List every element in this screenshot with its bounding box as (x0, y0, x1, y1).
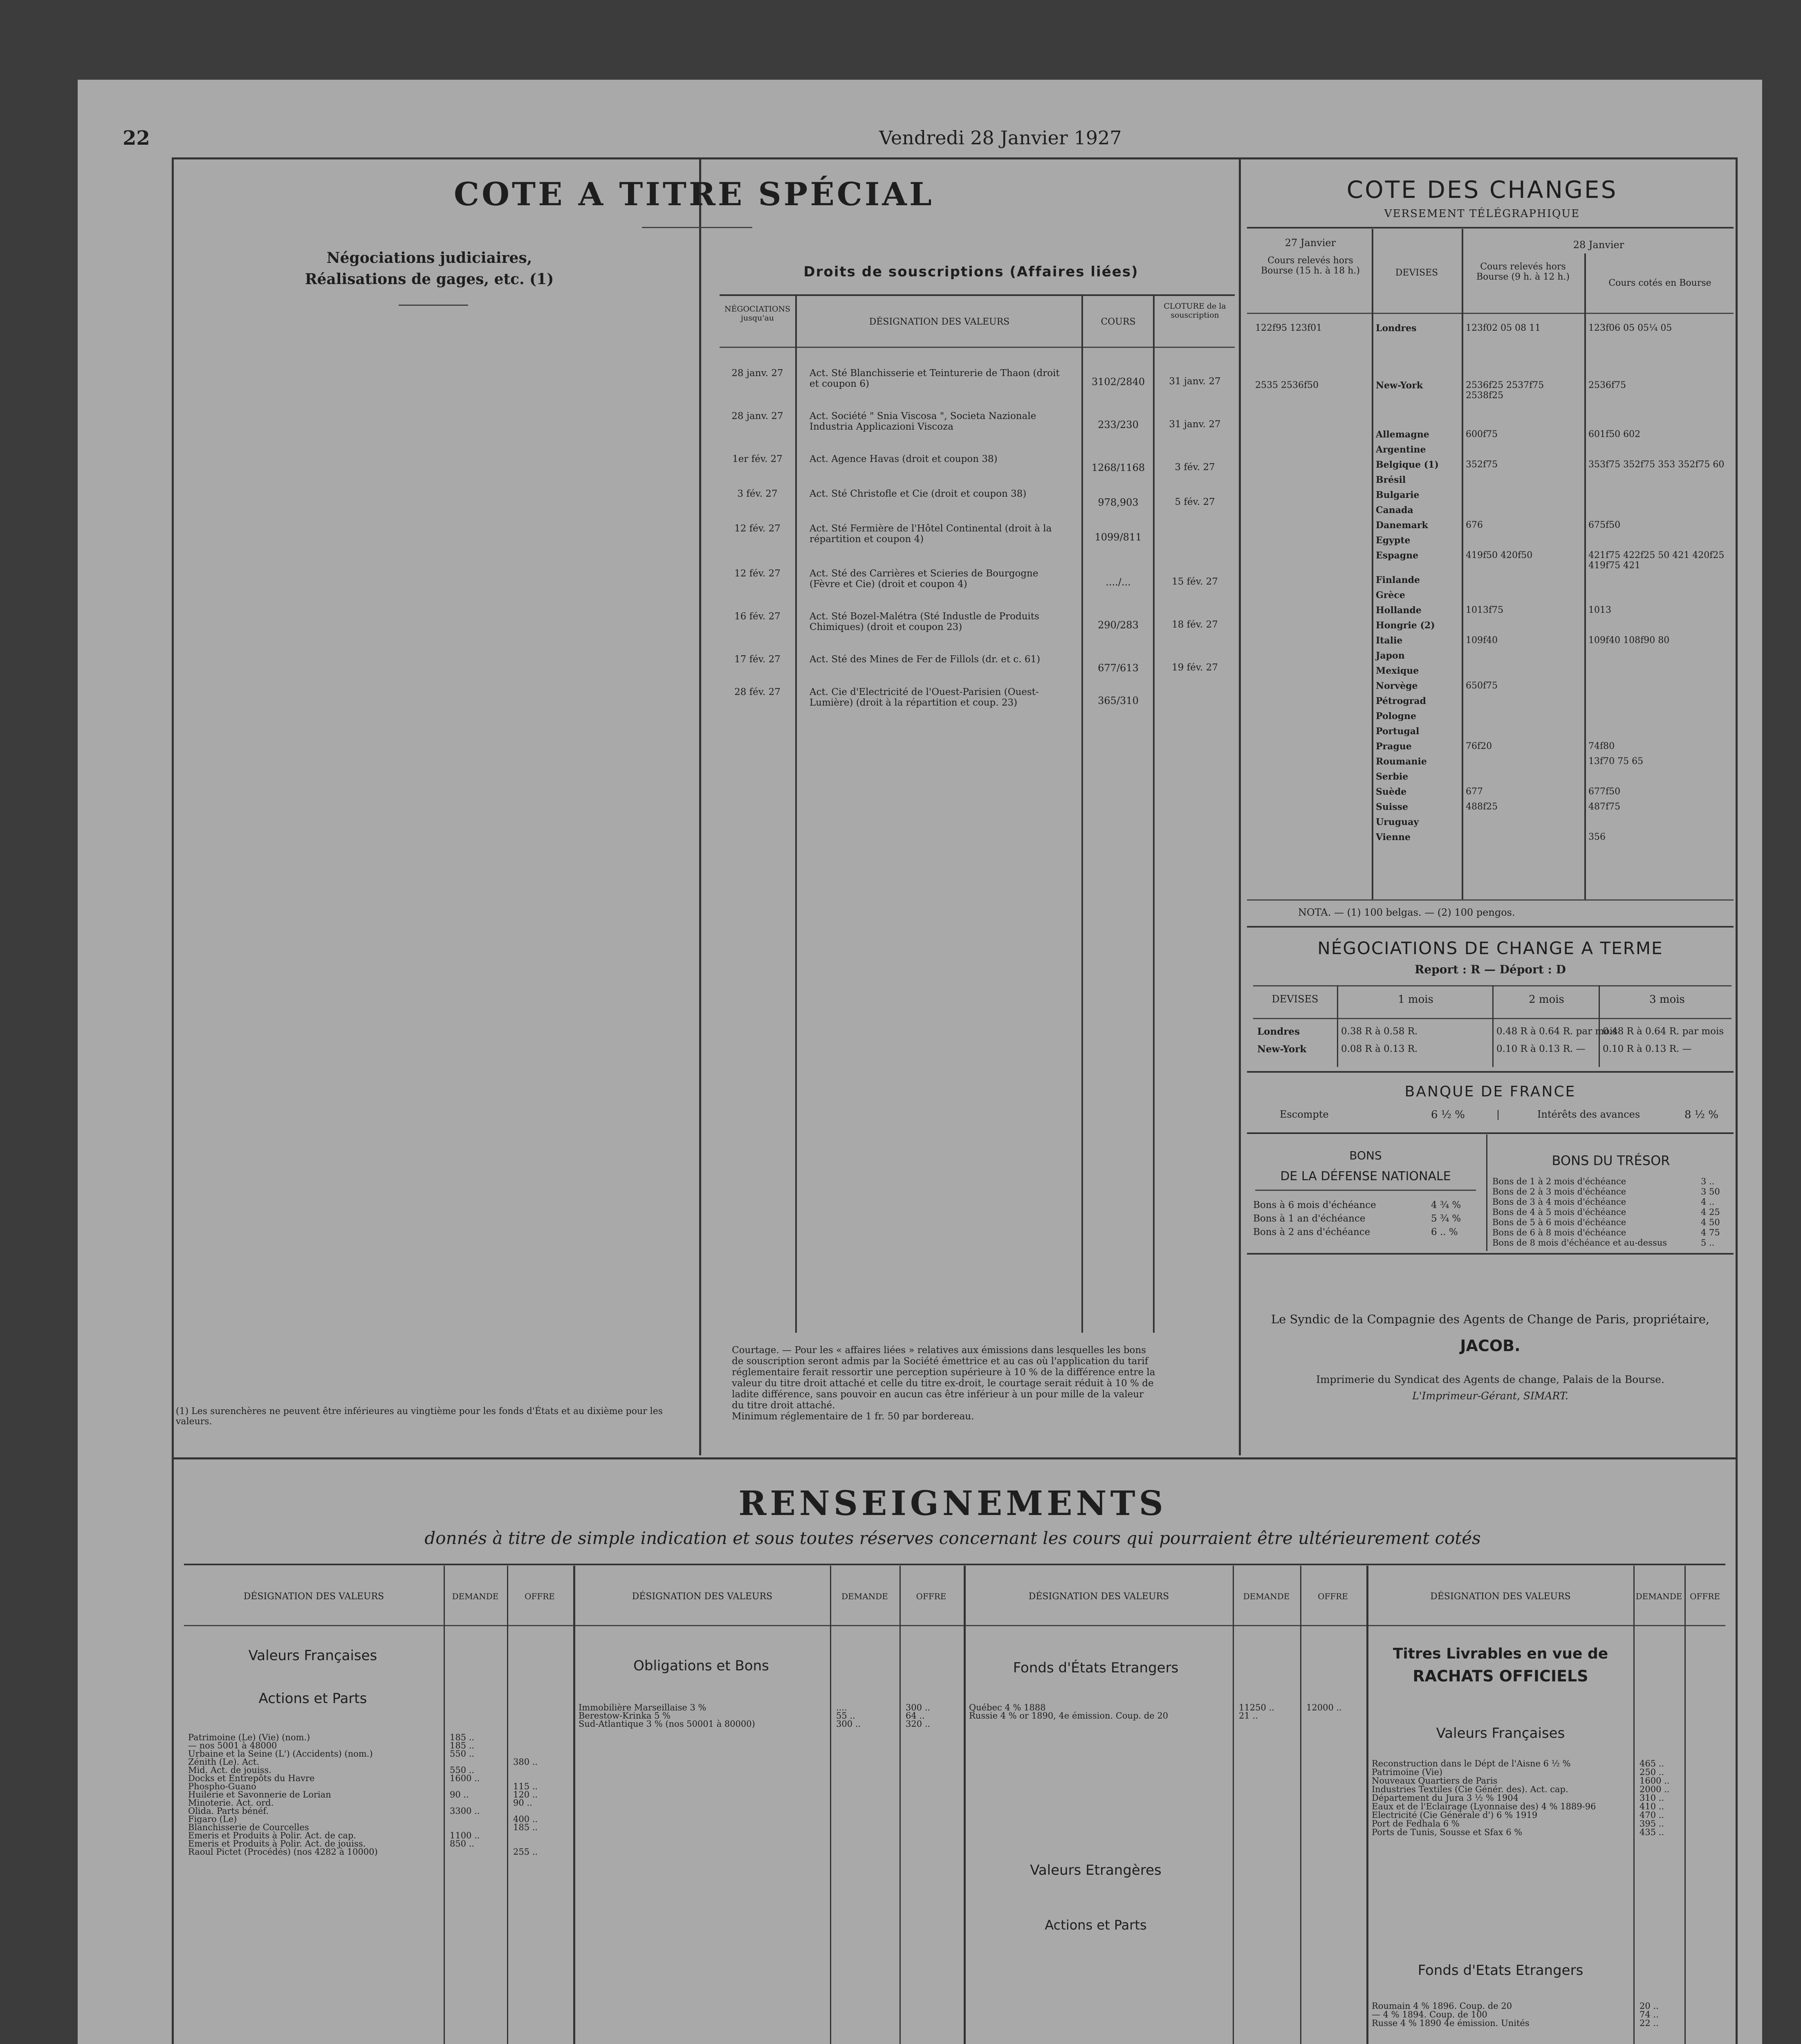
defense-row-value: 6 .. % (1431, 1227, 1458, 1237)
changes-row-bourse: 421f75 422f25 50 421 420f25 419f75 421 (1588, 550, 1725, 571)
gerant-line: L'Imprimeur-Gérant, SIMART. (1412, 1390, 1568, 1402)
changes-subtitle: VERSEMENT TÉLÉGRAPHIQUE (1384, 208, 1580, 220)
changes-row-28: 109f40 (1466, 635, 1498, 645)
changes-col-28: Cours relevés hors Bourse (9 h. à 12 h.) (1476, 262, 1570, 282)
rens-row-name: Russie 4 % or 1890, 4e émission. Coup. de 20 (969, 1711, 1169, 1721)
rens-col3-heading: Fonds d'États Etrangers (1013, 1660, 1179, 1676)
rens-row-offre: 300 .. (906, 1703, 931, 1712)
rens-col-offre: OFFRE (916, 1591, 946, 1601)
droits-row-cloture: 3 fév. 27 (1175, 462, 1215, 473)
rens-row-offre: 90 .. (513, 1798, 532, 1808)
rens-col-demande: DEMANDE (452, 1591, 499, 1601)
defense-row-label: Bons à 2 ans d'échéance (1253, 1227, 1370, 1237)
changes-row-devise: Brésil (1376, 475, 1406, 485)
changes-col-27: Cours relevés hors Bourse (15 h. à 18 h.) (1261, 256, 1360, 276)
changes-row-devise: Argentine (1376, 444, 1426, 455)
rens-row-offre: 255 .. (513, 1847, 538, 1857)
page-date: Vendredi 28 Janvier 1927 (879, 127, 1122, 149)
rens-row-demande: 310 .. (1640, 1793, 1664, 1803)
changes-row-bourse: 2536f75 (1588, 380, 1626, 390)
changes-title: COTE DES CHANGES (1346, 176, 1618, 204)
divider-horizontal (172, 1457, 1736, 1459)
droits-row-cours: 290/283 (1098, 619, 1139, 631)
rens-row-name: Immobilière Marseillaise 3 % (579, 1703, 706, 1712)
tresor-row-label: Bons de 1 à 2 mois d'échéance (1492, 1177, 1626, 1186)
rens-row-offre: 12000 .. (1306, 1703, 1342, 1712)
terme-row-devise: Londres (1257, 1026, 1300, 1037)
changes-col-line-1 (1372, 229, 1373, 899)
droits-row-date: 12 fév. 27 (734, 523, 781, 534)
rens-col-line (1633, 1566, 1635, 2044)
terme-col-line-2 (1492, 985, 1494, 1067)
changes-row-devise: Espagne (1376, 550, 1419, 561)
changes-row-bourse: 13f70 75 65 (1588, 756, 1644, 766)
rens-row-demande: 1100 .. (450, 1831, 480, 1840)
changes-row-bourse: 123f06 05 05¼ 05 (1588, 323, 1672, 333)
changes-row-devise: Londres (1376, 323, 1417, 334)
rens-row-name: Huilerie et Savonnerie de Lorian (188, 1790, 331, 1800)
rens-row-demande: 1600 .. (450, 1773, 480, 1783)
changes-row-28: 600f75 (1466, 429, 1498, 439)
rens-row-demande: 3300 .. (450, 1806, 480, 1816)
changes-row-devise: Suède (1376, 787, 1407, 797)
changes-row-devise: Portugal (1376, 726, 1420, 737)
rens-col1-sub: Actions et Parts (258, 1690, 367, 1707)
terme-row-m1: 0.08 R à 0.13 R. (1341, 1044, 1418, 1054)
changes-row-devise: Hongrie (2) (1376, 620, 1435, 631)
terme-col-2: 2 mois (1529, 993, 1564, 1006)
rens-row-name: Urbaine et la Seine (L') (Accidents) (nom.) (188, 1749, 373, 1759)
rens-row-demande: 185 .. (450, 1732, 475, 1742)
droits-row-cloture: 18 fév. 27 (1172, 619, 1218, 630)
terme-subtitle: Report : R — Déport : D (1415, 963, 1566, 976)
changes-row-28: 352f75 (1466, 459, 1498, 470)
changes-row-28: 76f20 (1466, 741, 1492, 751)
droits-row-desig: Act. Sté Blanchisserie et Teinturerie de Thaon (droit et coupon 6) (810, 368, 1060, 389)
defense-row-label: Bons à 1 an d'échéance (1253, 1213, 1366, 1224)
droits-row-desig: Act. Agence Havas (droit et coupon 38) (810, 454, 998, 464)
droits-row-date: 1er fév. 27 (732, 454, 783, 464)
rens-row-demande: 550 .. (450, 1765, 475, 1775)
changes-row-bourse: 74f80 (1588, 741, 1615, 751)
changes-row-devise: Roumanie (1376, 756, 1427, 767)
rens-row-demande: 90 .. (450, 1790, 469, 1800)
rens-col2-heading: Obligations et Bons (633, 1658, 769, 1674)
defense-row-label: Bons à 6 mois d'échéance (1253, 1200, 1376, 1210)
renseignements-subtitle: donnés à titre de simple indication et sous toutes réserves concernant les cours qui pourraient être ultérieurement cotés (424, 1528, 1481, 1548)
rens-row-demande: 465 .. (1640, 1759, 1664, 1768)
tresor-row-label: Bons de 4 à 5 mois d'échéance (1492, 1207, 1626, 1217)
droits-row-date: 28 janv. 27 (731, 368, 783, 379)
changes-row-devise: Prague (1376, 741, 1412, 752)
rens-col-demande: DEMANDE (1243, 1591, 1290, 1601)
cote-titre-title: COTE A TITRE SPÉCIAL (454, 176, 934, 213)
rens-row-name: Industries Textiles (Cie Génér. des). Act. cap. (1372, 1784, 1568, 1794)
rens-top-rule (184, 1564, 1725, 1565)
rens-row-name: Olida. Parts bénéf. (188, 1806, 269, 1816)
rens-row-name: Berestow-Krinka 5 % (579, 1711, 671, 1721)
rens-row-offre: 400 .. (513, 1814, 538, 1824)
changes-col-line-3 (1584, 253, 1586, 899)
changes-row-28: 419f50 420f50 (1466, 550, 1533, 560)
divider-left (699, 159, 701, 1455)
changes-row-27: 122f95 123f01 (1255, 323, 1322, 333)
courtage-line: Courtage. — Pour les « affaires liées » relatives aux émissions dans lesquelles les bons (732, 1345, 1146, 1356)
rens-row-demande: 300 .. (836, 1719, 861, 1729)
rens-group-line (573, 1566, 575, 2044)
page-number: 22 (123, 127, 150, 150)
terme-row-m1: 0.38 R à 0.58 R. (1341, 1026, 1418, 1037)
rens-row-demande: .... (836, 1703, 847, 1712)
droits-col-nego: NÉGOCIATIONS jusqu'au (724, 305, 791, 323)
droits-row-cloture: 31 janv. 27 (1169, 376, 1221, 387)
changes-bottom-rule (1247, 899, 1734, 901)
terme-title: NÉGOCIATIONS DE CHANGE A TERME (1317, 938, 1663, 958)
rens-row-name: Roumain 4 % 1896. Coup. de 20 (1372, 2001, 1512, 2011)
terme-col-3: 3 mois (1649, 993, 1685, 1006)
changes-row-27: 2535 2536f50 (1255, 380, 1319, 390)
rens-row-offre: 64 .. (906, 1711, 925, 1721)
renseignements-title: RENSEIGNEMENTS (738, 1484, 1167, 1523)
rens-col-desig: DÉSIGNATION DES VALEURS (1430, 1591, 1571, 1602)
changes-row-devise: Grèce (1376, 590, 1405, 601)
changes-row-28: 488f25 (1466, 802, 1498, 812)
droits-row-cours: 365/310 (1098, 695, 1139, 706)
rens-col4-heading-2: RACHATS OFFICIELS (1413, 1667, 1588, 1685)
changes-row-devise: Suisse (1376, 802, 1409, 812)
tresor-row-value: 4 50 (1701, 1217, 1720, 1227)
rens-col-line (1233, 1566, 1234, 2044)
left-footnote: (1) Les surenchères ne peuvent être inférieures au vingtième pour les fonds d'États et au dixième pour les valeurs. (176, 1406, 663, 1427)
rens-row-name: Sud-Atlantique 3 % (nos 50001 à 80000) (579, 1719, 755, 1729)
rens-col-offre: OFFRE (525, 1591, 555, 1601)
droits-head-rule (720, 347, 1235, 348)
rens-row-demande: 20 .. (1640, 2001, 1659, 2011)
rens-row-demande: 410 .. (1640, 1802, 1664, 1811)
droits-col-cloture: CLOTURE de la souscription (1164, 302, 1226, 320)
rens-row-demande: 55 .. (836, 1711, 855, 1721)
changes-top-rule (1247, 227, 1734, 229)
rens-row-name: Zénith (Le). Act. (188, 1757, 260, 1767)
rens-col-line (1300, 1566, 1301, 2044)
droits-col-line-3 (1153, 294, 1155, 1333)
rens-head-rule (184, 1625, 1725, 1626)
defense-title-1: BONS (1349, 1149, 1382, 1162)
changes-row-devise: Pétrograd (1376, 696, 1426, 706)
rens-row-offre: 320 .. (906, 1719, 931, 1729)
bons-top-rule (1247, 1132, 1734, 1134)
rens-row-name: Emeris et Produits à Polir. Act. de cap. (188, 1831, 357, 1840)
rens-group-line (964, 1566, 966, 2044)
changes-row-devise: Serbie (1376, 771, 1409, 782)
tresor-row-label: Bons de 2 à 3 mois d'échéance (1492, 1187, 1626, 1197)
terme-col-line-1 (1337, 985, 1338, 1067)
changes-row-28: 2536f25 2537f75 2538f25 (1466, 380, 1544, 401)
rens-row-demande: 470 .. (1640, 1810, 1664, 1820)
left-heading-2: Réalisations de gages, etc. (1) (305, 271, 554, 288)
droits-row-date: 3 fév. 27 (737, 489, 778, 499)
rens-col-line (1684, 1566, 1686, 2044)
rens-row-demande: 550 .. (450, 1749, 475, 1759)
rens-row-offre: 115 .. (513, 1782, 538, 1791)
tresor-row-label: Bons de 5 à 6 mois d'échéance (1492, 1217, 1626, 1227)
rens-row-name: Minoterie. Act. ord. (188, 1798, 274, 1808)
changes-row-devise: New-York (1376, 380, 1423, 391)
rens-col-line (899, 1566, 901, 2044)
rens-row-demande: 1600 .. (1640, 1776, 1670, 1786)
rens-row-name: Patrimoine (Le) (Vie) (nom.) (188, 1732, 310, 1742)
droits-row-cours: 978,903 (1098, 497, 1139, 508)
changes-nota: NOTA. — (1) 100 belgas. — (2) 100 pengos. (1298, 907, 1515, 918)
rens-row-name: Raoul Pictet (Procédés) (nos 4282 à 10000) (188, 1847, 378, 1857)
rens-row-demande: 2000 .. (1640, 1784, 1670, 1794)
rens-row-name: Figaro (Le) (188, 1814, 237, 1824)
rens-row-name: Mid. Act. de jouiss. (188, 1765, 271, 1775)
changes-row-28: 677 (1466, 787, 1483, 797)
changes-row-28: 650f75 (1466, 681, 1498, 691)
changes-row-devise: Norvège (1376, 681, 1418, 691)
escompte-value: 6 ½ % (1431, 1109, 1465, 1121)
rens-col-desig: DÉSIGNATION DES VALEURS (243, 1591, 384, 1602)
avances-value: 8 ½ % (1684, 1109, 1718, 1121)
changes-row-devise: Finlande (1376, 575, 1420, 585)
rens-col3-heading2: Valeurs Etrangères (1030, 1862, 1162, 1878)
rens-row-name: Eaux et de l'Eclairage (Lyonnaise des) 4 % 1889-96 (1372, 1802, 1596, 1811)
droits-row-cours: ..../... (1106, 576, 1131, 588)
rens-row-demande: 74 .. (1640, 2010, 1659, 2019)
rens-row-name: Patrimoine (Vie) (1372, 1767, 1443, 1777)
defense-rule (1255, 1190, 1476, 1191)
rens-row-name: Emeris et Produits à Polir. Act. de jouiss. (188, 1839, 366, 1849)
changes-row-bourse: 1013 (1588, 605, 1611, 615)
changes-row-bourse: 675f50 (1588, 520, 1621, 530)
courtage-line: Minimum réglementaire de 1 fr. 50 par bordereau. (732, 1411, 974, 1422)
changes-row-devise: Canada (1376, 505, 1413, 515)
terme-top-rule (1247, 926, 1734, 928)
rens-col4-sub2: Fonds d'Etats Etrangers (1417, 1962, 1583, 1979)
syndic-name: JACOB. (1460, 1337, 1521, 1355)
rens-col-demande: DEMANDE (841, 1591, 888, 1601)
changes-row-bourse: 353f75 352f75 353 352f75 60 (1588, 459, 1725, 470)
changes-row-devise: Pologne (1376, 711, 1417, 722)
changes-row-devise: Vienne (1376, 832, 1411, 843)
rens-row-name: Nouveaux Quartiers de Paris (1372, 1776, 1498, 1786)
heading-rule (399, 305, 468, 306)
changes-row-bourse: 109f40 108f90 80 (1588, 635, 1670, 645)
rens-row-name: Electricité (Cie Générale d') 6 % 1919 (1372, 1810, 1538, 1820)
tresor-row-label: Bons de 3 à 4 mois d'échéance (1492, 1197, 1626, 1207)
droits-row-cours: 3102/2840 (1091, 376, 1145, 388)
rens-col4-heading-1: Titres Livrables en vue de (1393, 1645, 1608, 1662)
rens-row-name: Blanchisserie de Courcelles (188, 1822, 309, 1832)
tresor-row-value: 3 .. (1701, 1177, 1715, 1186)
droits-row-desig: Act. Sté des Mines de Fer de Fillols (dr. et c. 61) (810, 654, 1041, 665)
terme-row-m2: 0.10 R à 0.13 R. — (1496, 1044, 1586, 1054)
droits-row-date: 16 fév. 27 (734, 611, 781, 622)
date-27: 27 Janvier (1285, 237, 1336, 249)
droits-row-cloture: 19 fév. 27 (1172, 662, 1218, 673)
courtage-line: ladite différence, sans pouvoir en aucun cas être inférieur à un pour mille de la valeur (732, 1389, 1144, 1400)
changes-row-devise: Egypte (1376, 535, 1411, 546)
terme-row-m3: 0.48 R à 0.64 R. par mois (1603, 1026, 1724, 1037)
changes-row-devise: Mexique (1376, 666, 1419, 676)
rens-col-offre: OFFRE (1690, 1591, 1720, 1601)
rens-row-offre: 120 .. (513, 1790, 538, 1800)
rens-row-offre: 185 .. (513, 1822, 538, 1832)
droits-row-desig: Act. Sté Fermière de l'Hôtel Continental (droit à la répartition et coupon 4) (810, 523, 1052, 545)
changes-head-rule (1247, 313, 1734, 314)
rens-row-demande: 22 .. (1640, 2018, 1659, 2028)
rens-row-name: Québec 4 % 1888 (969, 1703, 1046, 1712)
rens-col1-heading: Valeurs Françaises (248, 1647, 377, 1664)
droits-row-cloture: 31 janv. 27 (1169, 419, 1221, 430)
droits-row-cours: 1099/811 (1095, 531, 1142, 543)
terme-row-devise: New-York (1257, 1044, 1307, 1055)
rens-col3-sub2: Actions et Parts (1045, 1917, 1147, 1933)
changes-row-devise: Danemark (1376, 520, 1428, 531)
defense-row-value: 4 ¾ % (1431, 1200, 1461, 1210)
tresor-row-label: Bons de 8 mois d'échéance et au-dessus (1492, 1238, 1667, 1248)
droits-row-desig: Act. Sté Bozel-Malétra (Sté Industle de Produits Chimiques) (droit et coupon 23) (810, 611, 1039, 632)
rens-row-name: Port de Fedhala 6 % (1372, 1819, 1460, 1829)
tresor-row-value: 4 .. (1701, 1197, 1715, 1207)
changes-row-bourse: 487f75 (1588, 802, 1621, 812)
rens-col-line (830, 1566, 831, 2044)
changes-row-devise: Japon (1376, 650, 1405, 661)
droits-row-cloture: 15 fév. 27 (1172, 576, 1218, 587)
courtage-note (732, 1345, 1155, 1422)
terme-row-m2: 0.48 R à 0.64 R. par mois (1496, 1026, 1618, 1037)
terme-col-1: 1 mois (1398, 993, 1433, 1006)
date-28: 28 Janvier (1573, 239, 1624, 251)
left-heading-1: Négociations judiciaires, (326, 249, 532, 267)
rens-row-name: Docks et Entrepôts du Havre (188, 1773, 315, 1783)
banque-title: BANQUE DE FRANCE (1404, 1083, 1576, 1100)
rens-row-demande: 850 .. (450, 1839, 475, 1849)
changes-row-bourse: 356 (1588, 832, 1606, 842)
droits-col-line-1 (795, 294, 797, 1333)
rens-row-demande: 21 .. (1239, 1711, 1258, 1721)
tresor-title: BONS DU TRÉSOR (1552, 1153, 1670, 1168)
bons-divider (1486, 1134, 1487, 1251)
rens-row-name: Phospho-Guano (188, 1782, 256, 1791)
changes-col-devises: DEVISES (1395, 268, 1438, 278)
changes-row-28: 123f02 05 08 11 (1466, 323, 1541, 333)
changes-row-devise: Belgique (1) (1376, 459, 1439, 470)
courtage-line: du titre droit attaché. (732, 1400, 835, 1411)
courtage-line: réglementaire ferait ressortir une perception supérieure à 10 % de la différence entre la (732, 1367, 1155, 1378)
droits-col-desig: DÉSIGNATION DES VALEURS (869, 317, 1010, 327)
rens-col-offre: OFFRE (1318, 1591, 1348, 1601)
droits-top-rule (720, 294, 1235, 296)
changes-row-devise: Hollande (1376, 605, 1422, 616)
tresor-row-value: 4 25 (1701, 1207, 1720, 1217)
rens-row-offre: 380 .. (513, 1757, 538, 1767)
droits-col-cours: COURS (1101, 317, 1136, 327)
rens-row-name: — 4 % 1894. Coup. de 100 (1372, 2010, 1487, 2019)
tresor-row-label: Bons de 6 à 8 mois d'échéance (1492, 1228, 1626, 1237)
rens-row-name: — nos 5001 à 48000 (188, 1741, 277, 1750)
rens-row-demande: 250 .. (1640, 1767, 1664, 1777)
changes-row-devise: Italie (1376, 635, 1403, 646)
droits-row-desig: Act. Cie d'Electricité de l'Ouest-Parisien (Ouest-Lumière) (droit à la répartition et coup. 23) (810, 687, 1039, 708)
terme-col-devises: DEVISES (1272, 993, 1319, 1005)
changes-row-28: 1013f75 (1466, 605, 1504, 615)
droits-row-date: 28 fév. 27 (734, 687, 781, 697)
rens-row-demande: 185 .. (450, 1741, 475, 1750)
rens-col-line (507, 1566, 508, 2044)
droits-row-date: 12 fév. 27 (734, 568, 781, 579)
divider-right (1239, 159, 1241, 1455)
rens-col-line (444, 1566, 445, 2044)
changes-col-bourse: Cours cotés en Bourse (1608, 278, 1711, 288)
rens-row-demande: 395 .. (1640, 1819, 1664, 1829)
courtage-line: valeur du titre droit attaché et celle du titre ex-droit, le courtage serait réduit à 10 % de (732, 1378, 1154, 1389)
droits-col-line-2 (1081, 294, 1083, 1333)
terme-row-m3: 0.10 R à 0.13 R. — (1603, 1044, 1692, 1054)
courtage-line: de souscription seront admis par la Société émettrice et au cas où l'application du tarif (732, 1356, 1148, 1367)
droits-row-desig: Act. Société " Snia Viscosa ", Societa Nazionale Industria Applicazioni Viscoza (810, 411, 1036, 432)
tresor-row-value: 3 50 (1701, 1187, 1720, 1197)
imprint-top-rule (1247, 1253, 1734, 1255)
rens-row-demande: 11250 .. (1239, 1703, 1274, 1712)
escompte-label: Escompte (1280, 1109, 1329, 1120)
droits-row-date: 17 fév. 27 (734, 654, 781, 665)
rens-row-name: Russe 4 % 1890 4e émission. Unités (1372, 2018, 1530, 2028)
rens-col-desig: DÉSIGNATION DES VALEURS (1028, 1591, 1169, 1602)
tresor-row-value: 4 75 (1701, 1228, 1720, 1237)
banque-top-rule (1247, 1071, 1734, 1073)
droits-row-desig: Act. Sté des Carrières et Scieries de Bourgogne (Fèvre et Cie) (droit et coupon 4) (810, 568, 1038, 589)
changes-row-bourse: 677f50 (1588, 787, 1621, 797)
rens-col-demande: DEMANDE (1635, 1591, 1682, 1601)
rens-col4-sub: Valeurs Françaises (1436, 1725, 1565, 1741)
rens-row-name: Département du Jura 3 ½ % 1904 (1372, 1793, 1519, 1803)
droits-row-desig: Act. Sté Christofle et Cie (droit et coupon 38) (810, 489, 1027, 499)
droits-row-cours: 233/230 (1098, 419, 1139, 430)
avances-label: Intérêts des avances (1537, 1109, 1640, 1120)
tresor-row-value: 5 .. (1701, 1238, 1715, 1248)
changes-row-28: 676 (1466, 520, 1483, 530)
changes-col-line-2 (1462, 229, 1463, 899)
defense-row-value: 5 ¾ % (1431, 1213, 1461, 1224)
droits-row-cloture: 5 fév. 27 (1175, 497, 1215, 507)
changes-row-bourse: 601f50 602 (1588, 429, 1641, 439)
rens-col-desig: DÉSIGNATION DES VALEURS (632, 1591, 773, 1602)
changes-row-devise: Bulgarie (1376, 490, 1420, 500)
droits-title: Droits de souscriptions (Affaires liées) (803, 264, 1139, 280)
droits-row-cours: 1268/1168 (1091, 462, 1145, 473)
title-rule (642, 227, 752, 228)
syndic-line: Le Syndic de la Compagnie des Agents de Change de Paris, propriétaire, (1271, 1312, 1710, 1326)
rens-row-name: Ports de Tunis, Sousse et Sfax 6 % (1372, 1827, 1523, 1837)
rens-row-name: Reconstruction dans le Dépt de l'Aisne 6 ½ % (1372, 1759, 1571, 1768)
changes-row-devise: Allemagne (1376, 429, 1429, 440)
rens-row-demande: 435 .. (1640, 1827, 1664, 1837)
changes-row-devise: Uruguay (1376, 817, 1419, 827)
droits-row-date: 28 janv. 27 (731, 411, 783, 421)
droits-row-cours: 677/613 (1098, 662, 1139, 674)
defense-title-2: DE LA DÉFENSE NATIONALE (1280, 1169, 1451, 1183)
printer-line: Imprimerie du Syndicat des Agents de change, Palais de la Bourse. (1316, 1374, 1664, 1385)
